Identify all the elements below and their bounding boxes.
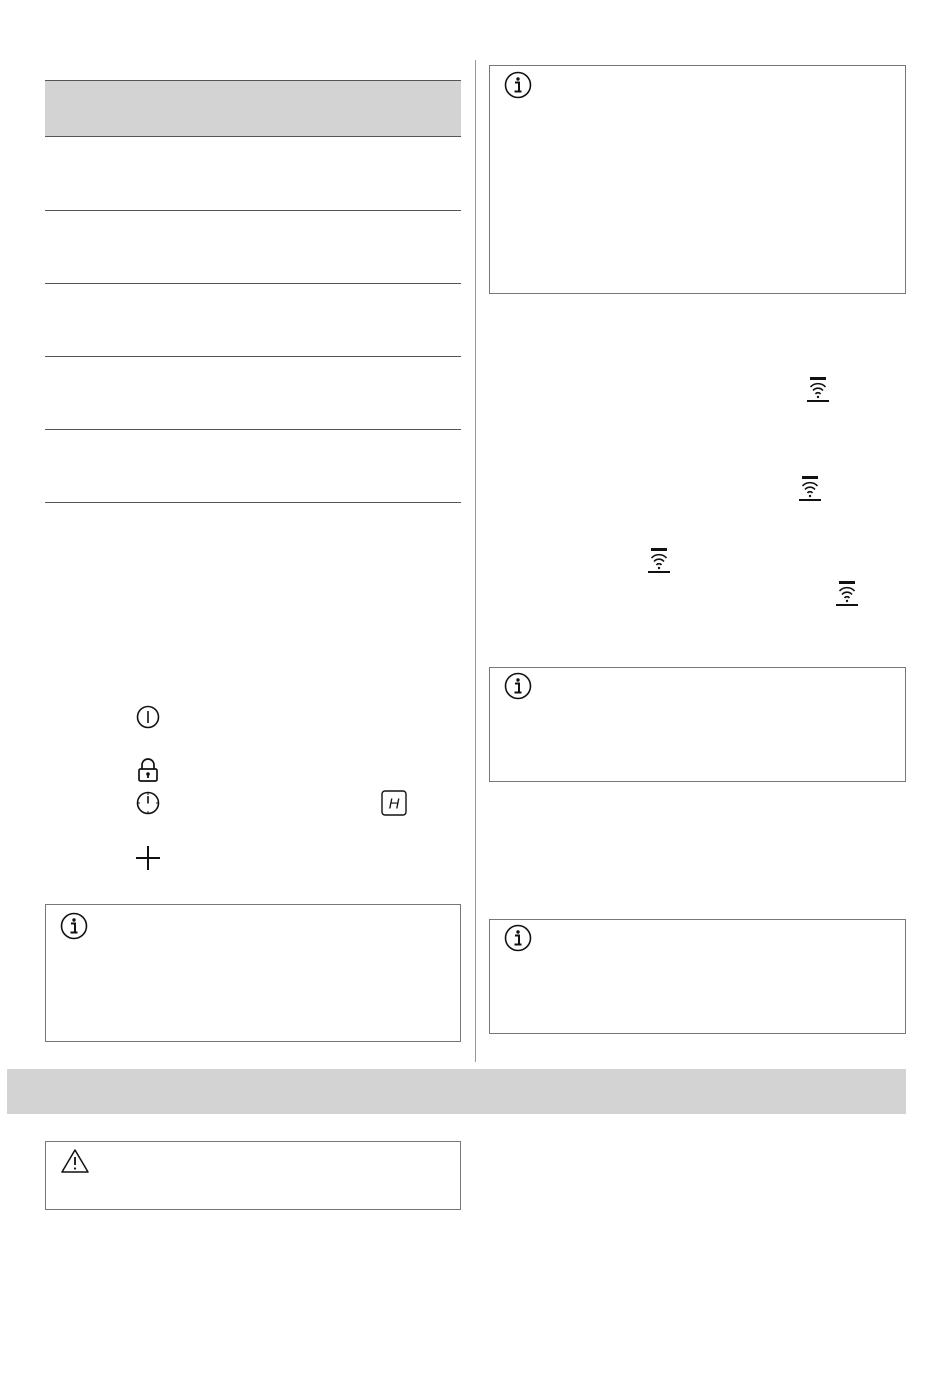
info-icon xyxy=(504,71,532,99)
display-h-icon xyxy=(381,790,407,816)
table-row-divider xyxy=(45,210,461,211)
column-divider xyxy=(475,60,476,1062)
hob2hood-wifi-icon xyxy=(798,474,822,502)
warning-note-box xyxy=(45,1141,461,1210)
lock-icon xyxy=(137,758,159,782)
table-row-divider xyxy=(45,283,461,284)
warning-triangle-icon xyxy=(60,1148,90,1174)
hob2hood-wifi-icon xyxy=(806,375,830,403)
hob2hood-wifi-icon xyxy=(835,579,859,607)
table-row-divider xyxy=(45,502,461,503)
timer-icon xyxy=(136,791,160,815)
info-note-box xyxy=(489,919,906,1034)
section-heading-bar xyxy=(7,1069,906,1114)
display-h-symbol: H xyxy=(388,795,400,813)
table-header xyxy=(45,80,461,137)
power-icon xyxy=(136,705,160,729)
info-note-box xyxy=(489,65,906,294)
plus-icon xyxy=(135,845,161,871)
info-icon xyxy=(60,912,88,940)
info-note-box xyxy=(45,904,461,1042)
info-icon xyxy=(504,924,532,952)
info-icon xyxy=(504,672,532,700)
table-row-divider xyxy=(45,429,461,430)
info-note-box xyxy=(489,667,906,782)
table-row-divider xyxy=(45,356,461,357)
hob2hood-wifi-icon xyxy=(647,546,671,574)
